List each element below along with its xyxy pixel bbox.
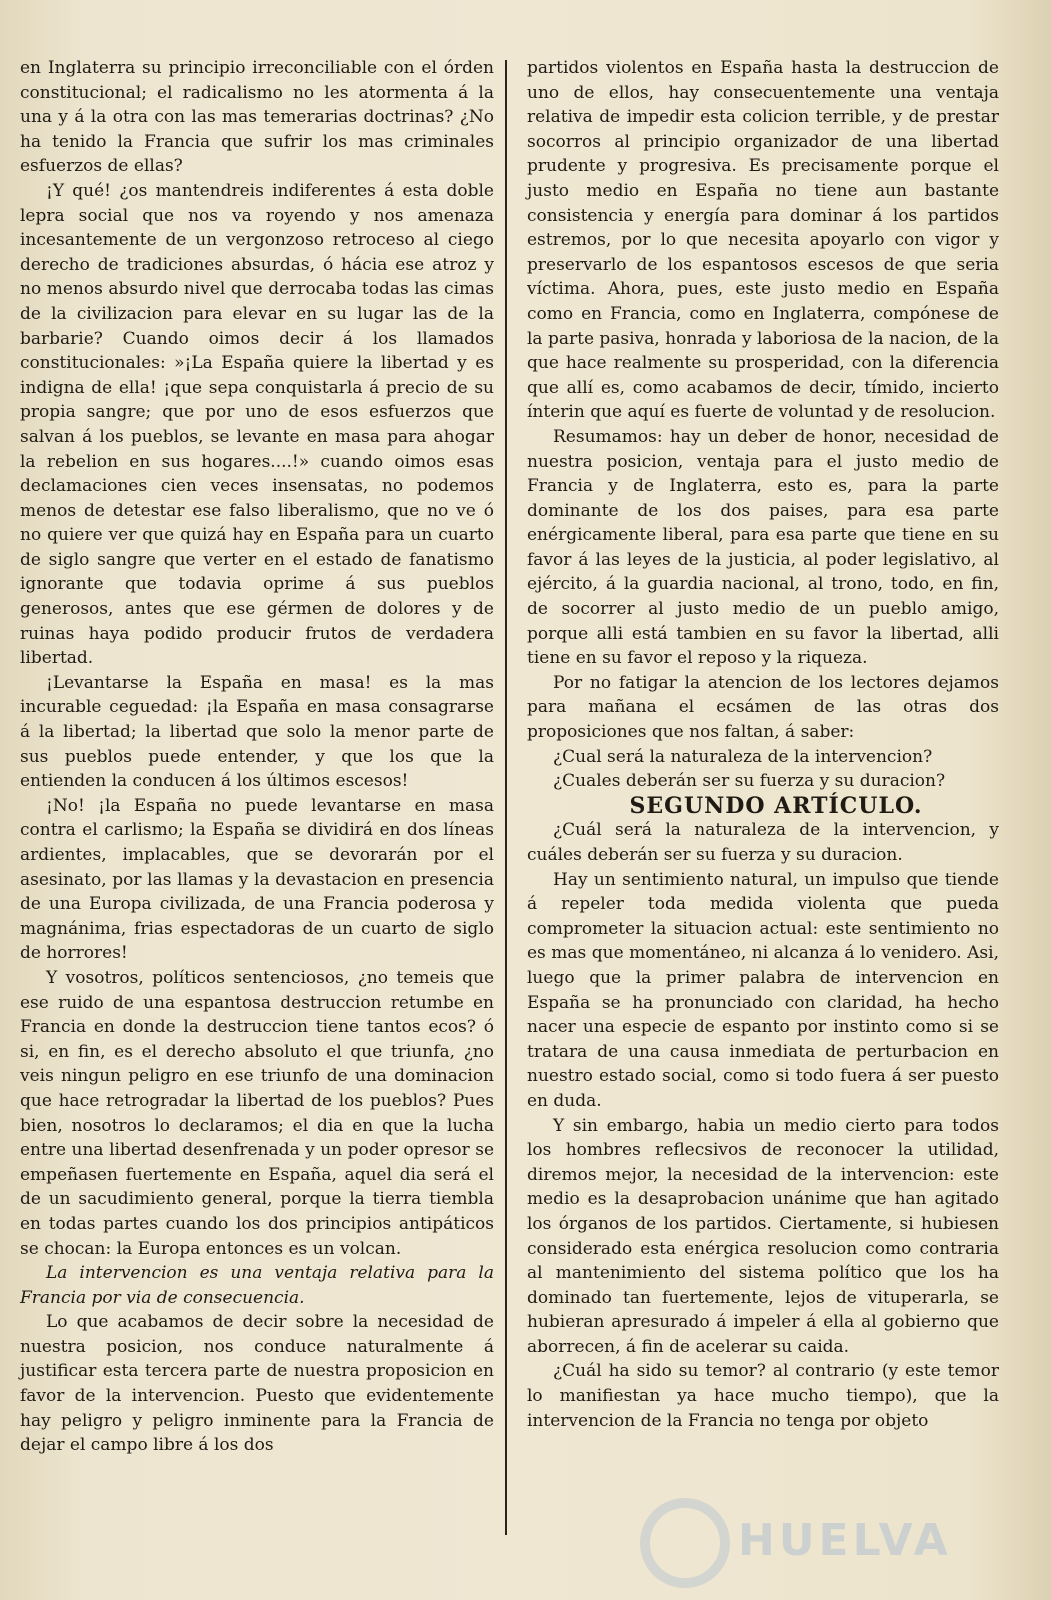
left-column xyxy=(20,56,494,1458)
column-divider xyxy=(505,60,507,1535)
library-watermark xyxy=(640,1498,952,1588)
paragraph: en Inglaterra su principio irreconciliable con el órden constitucional; el radicalismo no les atormenta á la una y á la otra con las mas temerarias doctrinas? ¿No ha tenido la Francia que sufrir los mas criminales esfuerzos de ellas? xyxy=(20,58,494,177)
section-subheading: La intervencion es una ventaja relativa para la Francia por via de consecuencia. xyxy=(20,1263,494,1308)
paragraph: ¡No! ¡la España no puede levantarse en masa contra el carlismo; la España se dividirá en dos líneas ardientes, implacables, que se devorarán por el asesinato, por las llamas y la devastacion en presencia de una Europa civilizada, de una Francia poderosa y magnánima, frias espectadoras de un cuarto de siglo de horrores! xyxy=(20,795,494,964)
paragraph: ¿Cuál será la naturaleza de la intervencion, y cuáles deberán ser su fuerza y su duracion. xyxy=(527,820,999,865)
paragraph: Hay un sentimiento natural, un impulso que tiende á repeler toda medida violenta que pueda comprometer la situacion actual: este sentimiento no es mas que momentáneo, ni alcanza á lo venidero. Asi, luego que la primer palabra de intervencion en España se ha pronunciado con claridad, ha hecho nacer una especie de espanto por instinto como si se tratara de una causa inmediata de perturbacion en nuestro estado social, como si todo fuera á ser puesto en duda. xyxy=(527,869,999,1111)
right-column xyxy=(527,56,999,1433)
paragraph: partidos violentos en España hasta la destruccion de uno de ellos, hay consecuentemente una ventaja relativa de impedir esta colicion terrible, y de prestar socorros al principio organizador de una libertad prudente y progresiva. Es precisamente porque el justo medio en España no tiene aun bastante consistencia y energía para dominar á los partidos estremos, por lo que necesita apoyarlo con vigor y preservarlo de los espantosos escesos de que seria víctima. Ahora, pues, este justo medio en España como en Francia, como en Inglaterra, compónese de la parte pasiva, honrada y laboriosa de la nacion, de la que hace realmente su prosperidad, con la diferencia que allí es, como acabamos de decir, tímido, incierto ínterin que aquí es fuerte de voluntad y de resolucion. xyxy=(527,58,999,423)
paragraph: Por no fatigar la atencion de los lectores dejamos para mañana el ecsámen de las otras dos proposiciones que nos faltan, á saber: xyxy=(527,672,999,743)
watermark-ring-icon xyxy=(640,1498,730,1588)
paragraph: ¡Levantarse la España en masa! es la mas incurable ceguedad: ¡la España en masa consagrarse á la libertad; la libertad que solo la menor parte de sus pueblos puede entender, y que los que la entienden la conducen á los últimos escesos! xyxy=(20,672,494,792)
question-line: ¿Cuales deberán ser su fuerza y su duracion? xyxy=(553,771,946,792)
paragraph: Y sin embargo, habia un medio cierto para todos los hombres reflecsivos de reconocer la utilidad, diremos mejor, la necesidad de la intervencion: este medio es la desaprobacion unánime que han agitado los órganos de los partidos. Ciertamente, si hubiesen considerado esta enérgica resolucion como contraria al mantenimiento del sistema político que los ha dominado tan fuertemente, lejos de vituperarla, se hubieran apresurado á impeler á ella al gobierno que aborrecen, á fin de acelerar su caida. xyxy=(527,1115,999,1357)
paragraph: ¡Y qué! ¿os mantendreis indiferentes á esta doble lepra social que nos va royendo y nos amenaza incesantemente de un vergonzoso retroceso al ciego derecho de tradiciones absurdas, ó hácia ese atroz y no menos absurdo nivel que derrocaba todas las cimas de la civilizacion para elevar en su lugar las de la barbarie? Cuando oimos decir á los llamados constitucionales: »¡La España quiere la libertad y es indigna de ella! ¡que sepa conquistarla á precio de su propia sangre; que por uno de esos esfuerzos que salvan á los pueblos, se levante en masa para ahogar la rebelion en sus hogares....!» cuando oimos esas declamaciones cien veces insensatas, no podemos menos de detestar ese falso liberalismo, que no ve ó no quiere ver que quizá hay en España para un cuarto de siglo sangre que verter en el estado de fanatismo ignorante que todavia oprime á sus pueblos generosos, antes que ese gérmen de dolores y de ruinas haya podido producir frutos de verdadera libertad. xyxy=(20,180,494,669)
paragraph: Resumamos: hay un deber de honor, necesidad de nuestra posicion, ventaja para el justo medio de Francia y de Inglaterra, esto es, para la parte dominante de los dos paises, para esa parte enérgicamente liberal, para esa parte que tiene en su favor á las leyes de la justicia, al poder legislativo, al ejército, á la guardia nacional, al trono, todo, en fin, de socorrer al justo medio de un pueblo amigo, porque alli está tambien en su favor la libertad, alli tiene en su favor el reposo y la riqueza. xyxy=(527,426,999,669)
watermark-text: HUELVA xyxy=(738,1515,952,1566)
paragraph: Lo que acabamos de decir sobre la necesidad de nuestra posicion, nos conduce naturalmente á justificar esta tercera parte de nuestra proposicion en favor de la intervencion. Puesto que evidentemente hay peligro y peligro inminente para la Francia de dejar el campo libre á los dos xyxy=(20,1312,494,1456)
paragraph: Y vosotros, políticos sentenciosos, ¿no temeis que ese ruido de una espantosa destruccion retumbe en Francia en donde la destruccion tiene tantos ecos? ó si, en fin, es el derecho absoluto el que triunfa, ¿no veis ningun peligro en ese triunfo de una dominacion que hace retrogradar la libertad de los pueblos? Pues bien, nosotros lo declaramos; el dia en que la lucha entre una libertad desenfrenada y un poder opresor se empeñasen fuertemente en España, aquel dia será el de un sacudimiento general, porque la tierra tiembla en todas partes cuando los dos principios antipáticos se chocan: la Europa entonces es un volcan. xyxy=(20,967,494,1259)
paragraph: ¿Cuál ha sido su temor? al contrario (y este temor lo manifiestan ya hace mucho tiempo), que la intervencion de la Francia no tenga por objeto xyxy=(527,1361,999,1431)
article-heading: SEGUNDO ARTÍCULO. xyxy=(629,792,923,819)
question-line: ¿Cual será la naturaleza de la intervencion? xyxy=(553,746,933,767)
